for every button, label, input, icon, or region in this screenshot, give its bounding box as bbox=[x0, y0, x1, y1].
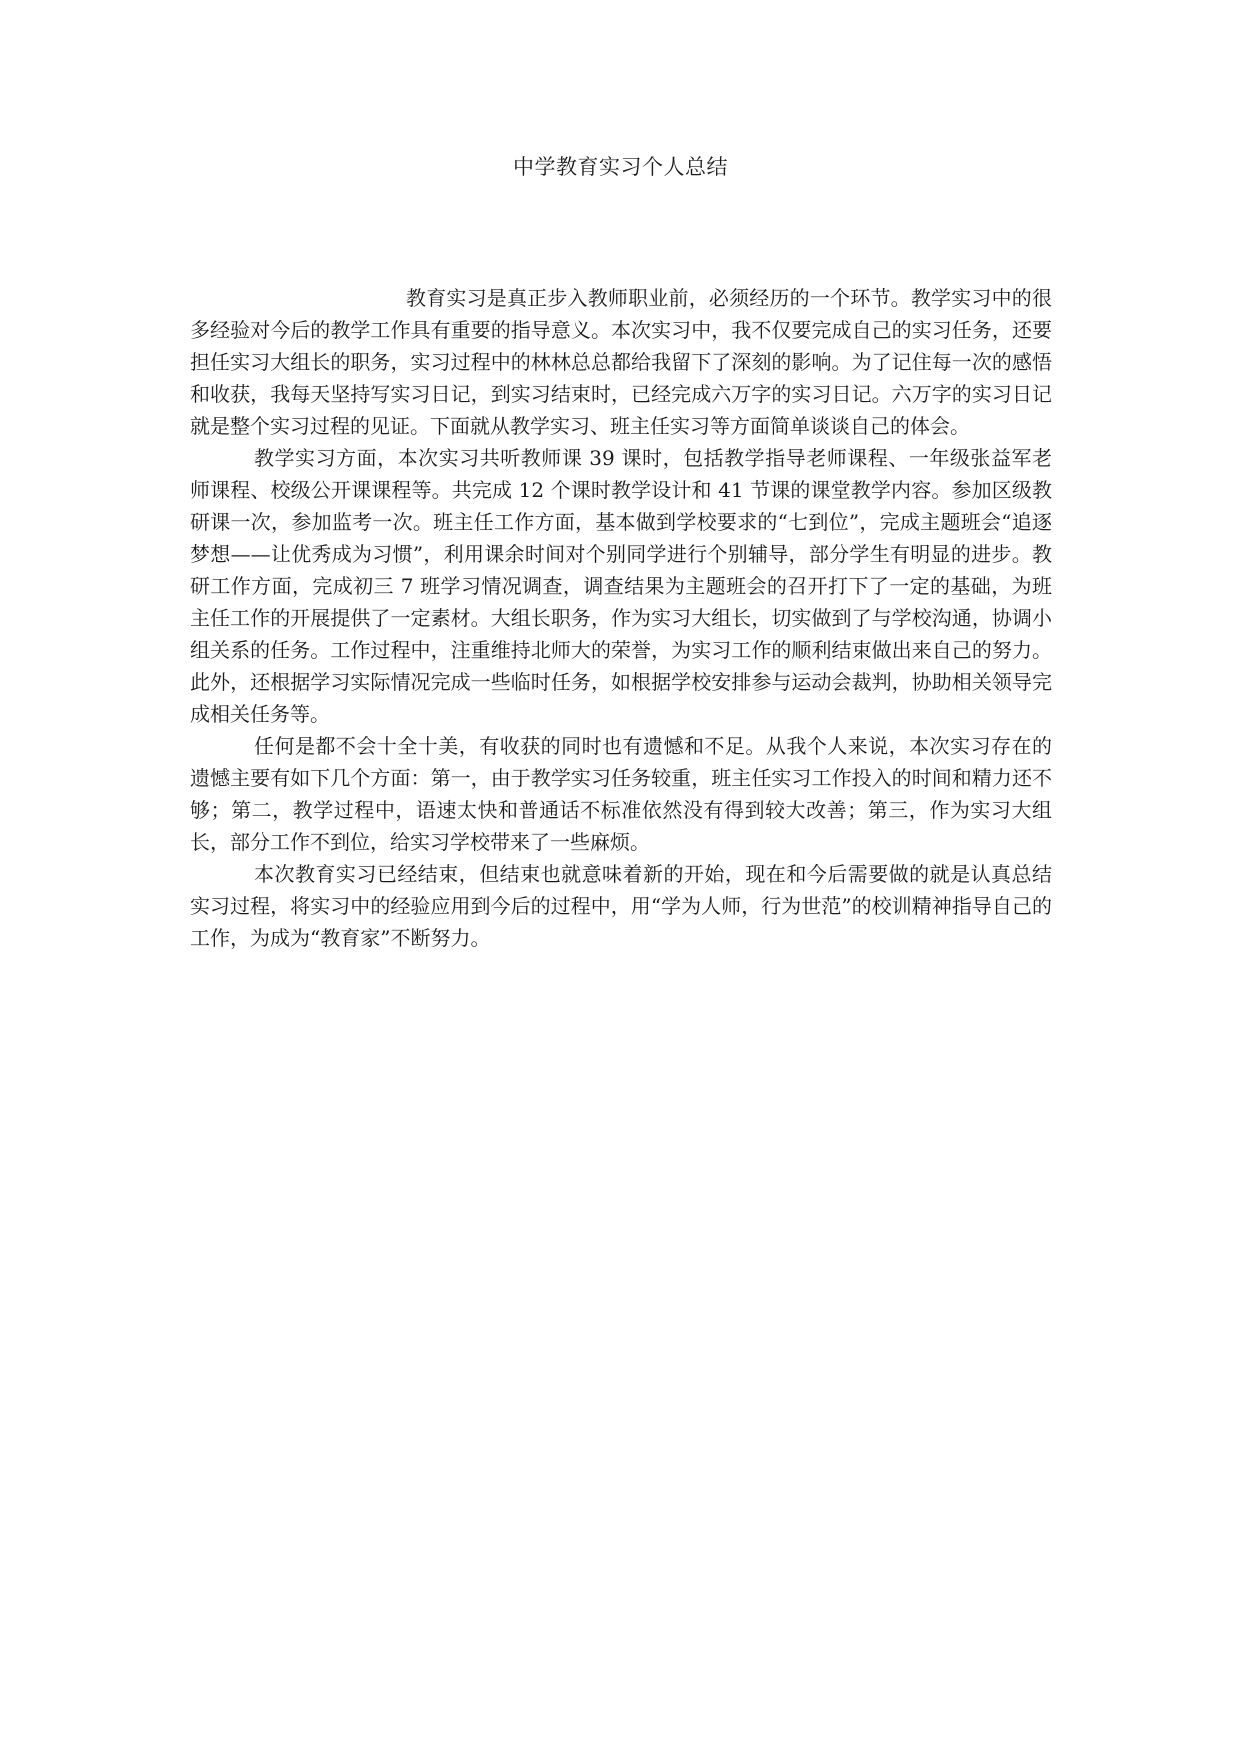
document-body bbox=[190, 282, 1052, 954]
paragraph-intro: 教育实习是真正步入教师职业前，必须经历的一个环节。教学实习中的很多经验对今后的教学工作具有重要的指导意义。本次实习中，我不仅要完成自己的实习任务，还要担任实习大组长的职务，实习过程中的林林总总都给我留下了深刻的影响。为了记住每一次的感悟和收获，我每天坚持写实习日记，到实习结束时，已经完成六万字的实习日记。六万字的实习日记就是整个实习过程的见证。下面就从教学实习、班主任实习等方面简单谈谈自己的体会。 bbox=[190, 286, 1052, 438]
paragraph-conclusion: 本次教育实习已经结束，但结束也就意味着新的开始，现在和今后需要做的就是认真总结实习过程，将实习中的经验应用到今后的过程中，用“学为人师，行为世范”的校训精神指导自己的工作，为成为“教育家”不断努力。 bbox=[190, 862, 1052, 950]
document-title: 中学教育实习个人总结 bbox=[513, 155, 728, 179]
paragraph-teaching-practice: 教学实习方面，本次实习共听教师课 39 课时，包括教学指导老师课程、一年级张益军老师课程、校级公开课课程等。共完成 12 个课时教学设计和 41 节课的课堂教学内容。参加区级教研课一次，参加监考一次。班主任工作方面，基本做到学校要求的“七到位”，完成主题班会“追逐梦想——让优秀成为习惯”，利用课余时间对个别同学进行个别辅导，部分学生有明显的进步。教研工作方面，完成初三 7 班学习情况调查，调查结果为主题班会的召开打下了一定的基础，为班主任工作的开展提供了一定素材。大组长职务，作为实习大组长，切实做到了与学校沟通，协调小组关系的任务。工作过程中，注重维持北师大的荣誉，为实习工作的顺利结束做出来自己的努力。此外，还根据学习实际情况完成一些临时任务，如根据学校安排参与运动会裁判，协助相关领导完成相关任务等。 bbox=[190, 446, 1052, 726]
paragraph-regrets: 任何是都不会十全十美，有收获的同时也有遗憾和不足。从我个人来说，本次实习存在的遗憾主要有如下几个方面：第一，由于教学实习任务较重，班主任实习工作投入的时间和精力还不够；第二，教学过程中，语速太快和普通话不标准依然没有得到较大改善；第三，作为实习大组长，部分工作不到位，给实习学校带来了一些麻烦。 bbox=[190, 734, 1052, 854]
